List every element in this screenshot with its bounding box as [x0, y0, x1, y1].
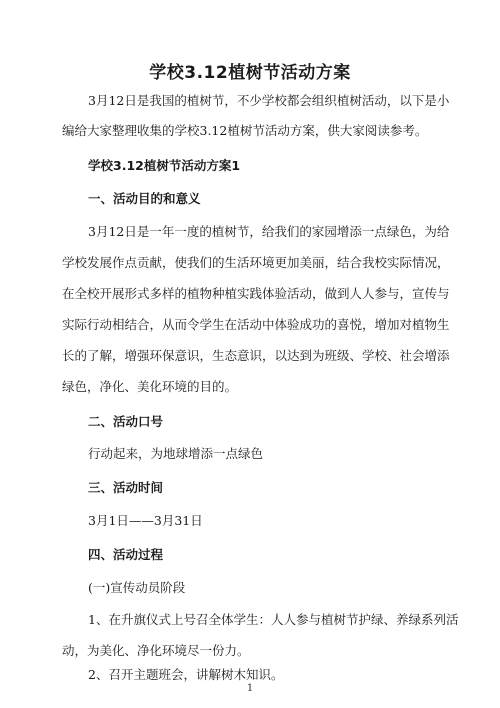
intro-line-2: 编给大家整理收集的学校3.12植树节活动方案，供大家阅读参考。: [62, 123, 428, 138]
plan-heading: 学校3.12植树节活动方案1: [88, 158, 241, 173]
section-4-item-1-line: 动，为美化、净化环境尽一份力。: [62, 643, 250, 658]
document-title: 学校3.12植树节活动方案: [149, 63, 351, 83]
section-3-text: 3月1日——3月31日: [88, 513, 203, 528]
section-1-line: 在全校开展形式多样的植物种植实践体验活动，做到人人参与，宣传与: [62, 286, 450, 301]
section-1-line: 长的了解，增强环保意识，生态意识，以达到为班级、学校、社会增添: [62, 348, 450, 363]
section-4-item-1-line: 1、在升旗仪式上号召全体学生：人人参与植树节护绿、养绿系列活: [88, 612, 459, 627]
section-1-line: 实际行动相结合，从而令学生在活动中体验成功的喜悦，增加对植物生: [62, 317, 450, 332]
section-2-heading: 二、活动口号: [88, 414, 164, 429]
section-4-item-2: 2、召开主题班会，讲解树木知识。: [88, 667, 284, 682]
section-4-subheading: (一)宣传动员阶段: [88, 580, 186, 595]
page-number: 1: [246, 683, 254, 694]
section-3-heading: 三、活动时间: [88, 480, 164, 495]
section-4-heading: 四、活动过程: [88, 547, 164, 562]
section-2-text: 行动起来，为地球增添一点绿色: [88, 446, 264, 461]
intro-line-1: 3月12日是我国的植树节，不少学校都会组织植树活动，以下是小: [88, 93, 450, 108]
section-1-line: 3月12日是一年一度的植树节，给我们的家园增添一点绿色，为给: [88, 224, 450, 239]
section-1-line: 学校发展作点贡献，使我们的生活环境更加美丽，结合我校实际情况，: [62, 255, 450, 270]
section-1-heading: 一、活动目的和意义: [88, 191, 201, 206]
section-1-line: 绿色，净化、美化环境的目的。: [62, 379, 238, 394]
